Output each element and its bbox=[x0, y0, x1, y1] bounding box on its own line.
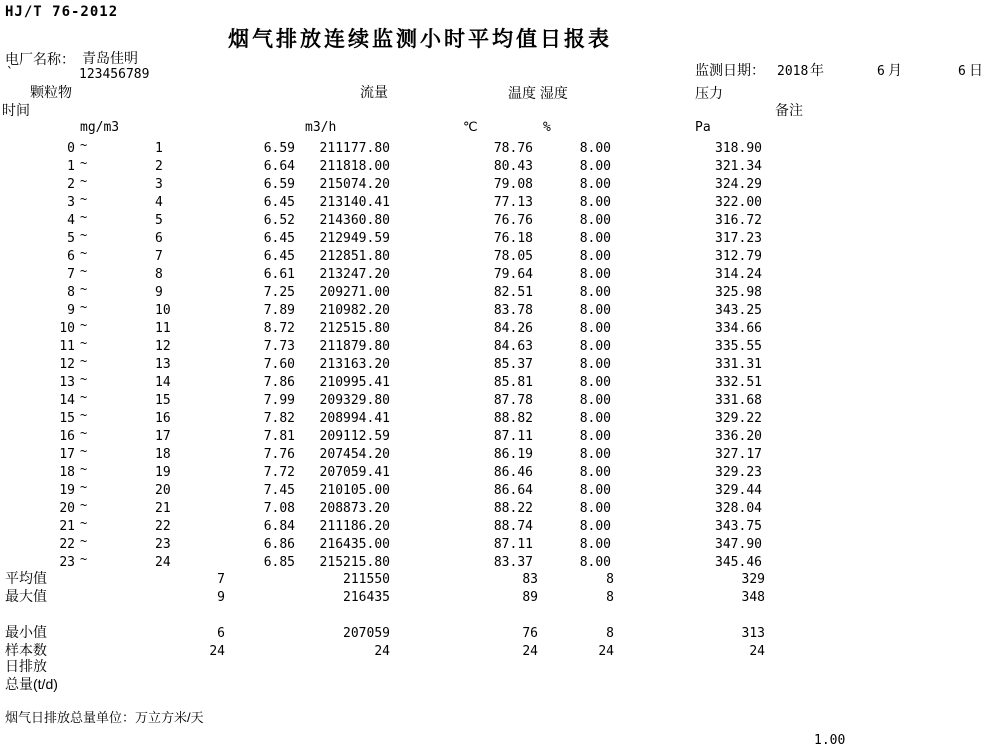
unit-particulate: mg/m3 bbox=[80, 120, 120, 135]
summary-humidity: 8 bbox=[606, 572, 614, 587]
cell-temperature: 84.63 bbox=[493, 339, 533, 354]
cell-flow: 208873.20 bbox=[319, 501, 390, 516]
cell-flow: 212515.80 bbox=[319, 321, 390, 336]
cell-particulate: 6.45 bbox=[263, 231, 295, 246]
cell-flow: 214360.80 bbox=[319, 213, 390, 228]
table-row bbox=[0, 446, 984, 464]
cell-tilde: ~ bbox=[80, 516, 88, 530]
table-row bbox=[0, 392, 984, 410]
summary-temperature: 76 bbox=[522, 626, 538, 641]
plant-name-label: 电厂名称： bbox=[5, 51, 75, 67]
cell-particulate: 8.72 bbox=[263, 321, 295, 336]
cell-hour-end: 6 bbox=[155, 231, 163, 246]
cell-temperature: 88.82 bbox=[493, 411, 533, 426]
summary-pressure: 348 bbox=[741, 590, 765, 605]
summary-humidity: 24 bbox=[598, 644, 614, 659]
cell-humidity: 8.00 bbox=[579, 339, 611, 354]
cell-humidity: 8.00 bbox=[579, 303, 611, 318]
cell-tilde: ~ bbox=[80, 210, 88, 224]
summary-particulate: 7 bbox=[217, 572, 225, 587]
cell-particulate: 6.85 bbox=[263, 555, 295, 570]
cell-hour-end: 11 bbox=[155, 321, 171, 336]
cell-hour-start: 11 bbox=[59, 339, 75, 354]
cell-particulate: 7.99 bbox=[263, 393, 295, 408]
cell-flow: 215215.80 bbox=[319, 555, 390, 570]
cell-hour-end: 2 bbox=[155, 159, 163, 174]
cell-tilde: ~ bbox=[80, 228, 88, 242]
cell-humidity: 8.00 bbox=[579, 465, 611, 480]
cell-temperature: 79.08 bbox=[493, 177, 533, 192]
cell-tilde: ~ bbox=[80, 390, 88, 404]
cell-hour-end: 12 bbox=[155, 339, 171, 354]
cell-pressure: 318.90 bbox=[715, 141, 762, 156]
cell-particulate: 6.64 bbox=[263, 159, 295, 174]
monitor-date-year: 2018 bbox=[777, 64, 809, 79]
column-header-remark: 备注 bbox=[775, 102, 803, 118]
cell-hour-end: 18 bbox=[155, 447, 171, 462]
cell-tilde: ~ bbox=[80, 336, 88, 350]
table-row bbox=[0, 194, 984, 212]
cell-flow: 213163.20 bbox=[319, 357, 390, 372]
cell-tilde: ~ bbox=[80, 354, 88, 368]
cell-tilde: ~ bbox=[80, 444, 88, 458]
table-row bbox=[0, 140, 984, 158]
cell-pressure: 343.25 bbox=[715, 303, 762, 318]
summary-particulate: 24 bbox=[209, 644, 225, 659]
cell-hour-start: 20 bbox=[59, 501, 75, 516]
unit-pressure: Pa bbox=[695, 120, 711, 135]
cell-hour-end: 17 bbox=[155, 429, 171, 444]
table-row bbox=[0, 482, 984, 500]
cell-tilde: ~ bbox=[80, 138, 88, 152]
monitor-date-year-unit: 年 bbox=[810, 62, 824, 78]
cell-temperature: 83.78 bbox=[493, 303, 533, 318]
cell-pressure: 317.23 bbox=[715, 231, 762, 246]
cell-hour-end: 20 bbox=[155, 483, 171, 498]
cell-temperature: 86.46 bbox=[493, 465, 533, 480]
summary-particulate: 6 bbox=[217, 626, 225, 641]
cell-temperature: 86.19 bbox=[493, 447, 533, 462]
cell-hour-start: 14 bbox=[59, 393, 75, 408]
cell-hour-start: 22 bbox=[59, 537, 75, 552]
cell-hour-start: 19 bbox=[59, 483, 75, 498]
cell-temperature: 78.76 bbox=[493, 141, 533, 156]
cell-temperature: 83.37 bbox=[493, 555, 533, 570]
table-row bbox=[0, 248, 984, 266]
cell-particulate: 6.59 bbox=[263, 141, 295, 156]
cell-humidity: 8.00 bbox=[579, 393, 611, 408]
cell-hour-start: 5 bbox=[67, 231, 75, 246]
cell-hour-start: 15 bbox=[59, 411, 75, 426]
cell-flow: 211818.00 bbox=[319, 159, 390, 174]
cell-hour-start: 3 bbox=[67, 195, 75, 210]
cell-particulate: 7.89 bbox=[263, 303, 295, 318]
table-row bbox=[0, 374, 984, 392]
cell-particulate: 7.81 bbox=[263, 429, 295, 444]
cell-pressure: 322.00 bbox=[715, 195, 762, 210]
cell-temperature: 88.74 bbox=[493, 519, 533, 534]
cell-flow: 213140.41 bbox=[319, 195, 390, 210]
cell-hour-end: 4 bbox=[155, 195, 163, 210]
cell-hour-end: 1 bbox=[155, 141, 163, 156]
summary-humidity: 8 bbox=[606, 590, 614, 605]
cell-flow: 215074.20 bbox=[319, 177, 390, 192]
cell-flow: 210982.20 bbox=[319, 303, 390, 318]
table-row bbox=[0, 176, 984, 194]
daily-total-label-line2: 总量(t/d) bbox=[5, 676, 58, 692]
cell-tilde: ~ bbox=[80, 156, 88, 170]
cell-particulate: 7.73 bbox=[263, 339, 295, 354]
table-row bbox=[0, 500, 984, 518]
table-row bbox=[0, 518, 984, 536]
summary-label: 最小值 bbox=[5, 624, 47, 640]
cell-temperature: 76.18 bbox=[493, 231, 533, 246]
cell-tilde: ~ bbox=[80, 318, 88, 332]
cell-flow: 212949.59 bbox=[319, 231, 390, 246]
cell-humidity: 8.00 bbox=[579, 501, 611, 516]
cell-hour-start: 6 bbox=[67, 249, 75, 264]
cell-humidity: 8.00 bbox=[579, 159, 611, 174]
cell-flow: 208994.41 bbox=[319, 411, 390, 426]
cell-temperature: 87.78 bbox=[493, 393, 533, 408]
cell-hour-start: 2 bbox=[67, 177, 75, 192]
summary-row bbox=[0, 571, 984, 589]
cell-flow: 209112.59 bbox=[319, 429, 390, 444]
cell-hour-end: 16 bbox=[155, 411, 171, 426]
cell-flow: 216435.00 bbox=[319, 537, 390, 552]
summary-label: 样本数 bbox=[5, 642, 47, 658]
cell-temperature: 85.37 bbox=[493, 357, 533, 372]
cell-pressure: 316.72 bbox=[715, 213, 762, 228]
cell-hour-start: 0 bbox=[67, 141, 75, 156]
cell-hour-start: 23 bbox=[59, 555, 75, 570]
cell-pressure: 329.22 bbox=[715, 411, 762, 426]
cell-temperature: 76.76 bbox=[493, 213, 533, 228]
table-row bbox=[0, 266, 984, 284]
summary-flow: 24 bbox=[374, 644, 390, 659]
cell-tilde: ~ bbox=[80, 372, 88, 386]
cell-particulate: 6.61 bbox=[263, 267, 295, 282]
monitor-date-day-unit: 日 bbox=[969, 62, 983, 78]
monitor-date-label: 监测日期： bbox=[695, 62, 765, 78]
cell-hour-start: 17 bbox=[59, 447, 75, 462]
summary-humidity: 8 bbox=[606, 626, 614, 641]
summary-pressure: 329 bbox=[741, 572, 765, 587]
cell-tilde: ~ bbox=[80, 462, 88, 476]
summary-particulate: 9 bbox=[217, 590, 225, 605]
cell-humidity: 8.00 bbox=[579, 483, 611, 498]
cell-particulate: 7.86 bbox=[263, 375, 295, 390]
cell-hour-end: 3 bbox=[155, 177, 163, 192]
cell-humidity: 8.00 bbox=[579, 213, 611, 228]
cell-pressure: 312.79 bbox=[715, 249, 762, 264]
cell-tilde: ~ bbox=[80, 300, 88, 314]
cell-flow: 209329.80 bbox=[319, 393, 390, 408]
cell-humidity: 8.00 bbox=[579, 537, 611, 552]
cell-particulate: 7.82 bbox=[263, 411, 295, 426]
cell-temperature: 77.13 bbox=[493, 195, 533, 210]
cell-flow: 207454.20 bbox=[319, 447, 390, 462]
cell-humidity: 8.00 bbox=[579, 555, 611, 570]
summary-flow: 207059 bbox=[343, 626, 390, 641]
cell-tilde: ~ bbox=[80, 264, 88, 278]
cell-pressure: 345.46 bbox=[715, 555, 762, 570]
cell-hour-end: 7 bbox=[155, 249, 163, 264]
cell-hour-end: 22 bbox=[155, 519, 171, 534]
cell-temperature: 87.11 bbox=[493, 537, 533, 552]
summary-temperature: 83 bbox=[522, 572, 538, 587]
cell-temperature: 88.22 bbox=[493, 501, 533, 516]
cell-humidity: 8.00 bbox=[579, 249, 611, 264]
cell-particulate: 7.76 bbox=[263, 447, 295, 462]
cell-humidity: 8.00 bbox=[579, 519, 611, 534]
cell-tilde: ~ bbox=[80, 534, 88, 548]
cell-hour-start: 21 bbox=[59, 519, 75, 534]
table-row bbox=[0, 230, 984, 248]
table-row bbox=[0, 302, 984, 320]
cell-pressure: 324.29 bbox=[715, 177, 762, 192]
cell-tilde: ~ bbox=[80, 246, 88, 260]
cell-particulate: 7.25 bbox=[263, 285, 295, 300]
cell-hour-end: 19 bbox=[155, 465, 171, 480]
summary-label: 平均值 bbox=[5, 570, 47, 586]
cell-humidity: 8.00 bbox=[579, 447, 611, 462]
cell-hour-start: 1 bbox=[67, 159, 75, 174]
cell-hour-end: 21 bbox=[155, 501, 171, 516]
table-row bbox=[0, 410, 984, 428]
summary-flow: 216435 bbox=[343, 590, 390, 605]
cell-hour-start: 18 bbox=[59, 465, 75, 480]
summary-temperature: 89 bbox=[522, 590, 538, 605]
table-row bbox=[0, 212, 984, 230]
cell-temperature: 79.64 bbox=[493, 267, 533, 282]
cell-pressure: 336.20 bbox=[715, 429, 762, 444]
cell-temperature: 80.43 bbox=[493, 159, 533, 174]
cell-pressure: 321.34 bbox=[715, 159, 762, 174]
cell-tilde: ~ bbox=[80, 174, 88, 188]
cell-flow: 210995.41 bbox=[319, 375, 390, 390]
cell-humidity: 8.00 bbox=[579, 177, 611, 192]
summary-row bbox=[0, 589, 984, 607]
cell-flow: 210105.00 bbox=[319, 483, 390, 498]
cell-hour-end: 14 bbox=[155, 375, 171, 390]
table-row bbox=[0, 284, 984, 302]
cell-hour-end: 10 bbox=[155, 303, 171, 318]
cell-pressure: 325.98 bbox=[715, 285, 762, 300]
cell-temperature: 85.81 bbox=[493, 375, 533, 390]
cell-pressure: 329.23 bbox=[715, 465, 762, 480]
cell-pressure: 327.17 bbox=[715, 447, 762, 462]
page-title: 烟气排放连续监测小时平均值日报表 bbox=[228, 28, 612, 51]
cell-hour-start: 9 bbox=[67, 303, 75, 318]
cell-pressure: 343.75 bbox=[715, 519, 762, 534]
cell-particulate: 6.86 bbox=[263, 537, 295, 552]
cell-humidity: 8.00 bbox=[579, 195, 611, 210]
unit-humidity: % bbox=[543, 120, 551, 135]
table-row bbox=[0, 554, 984, 572]
summary-pressure: 24 bbox=[749, 644, 765, 659]
cell-temperature: 86.64 bbox=[493, 483, 533, 498]
summary-pressure: 313 bbox=[741, 626, 765, 641]
summary-temperature: 24 bbox=[522, 644, 538, 659]
cell-hour-end: 8 bbox=[155, 267, 163, 282]
table-row bbox=[0, 464, 984, 482]
column-header-time: 时间 bbox=[2, 102, 30, 118]
plant-code-value: 123456789 bbox=[79, 67, 150, 82]
summary-flow: 211550 bbox=[343, 572, 390, 587]
cell-humidity: 8.00 bbox=[579, 321, 611, 336]
cell-particulate: 7.08 bbox=[263, 501, 295, 516]
table-row bbox=[0, 320, 984, 338]
cell-pressure: 331.68 bbox=[715, 393, 762, 408]
cell-hour-start: 10 bbox=[59, 321, 75, 336]
cell-humidity: 8.00 bbox=[579, 375, 611, 390]
cell-hour-end: 9 bbox=[155, 285, 163, 300]
cell-hour-end: 15 bbox=[155, 393, 171, 408]
cell-flow: 211879.80 bbox=[319, 339, 390, 354]
cell-particulate: 6.45 bbox=[263, 195, 295, 210]
cell-humidity: 8.00 bbox=[579, 231, 611, 246]
cell-tilde: ~ bbox=[80, 192, 88, 206]
plant-name-value: 青岛佳明 bbox=[82, 50, 138, 66]
cell-particulate: 6.84 bbox=[263, 519, 295, 534]
cell-humidity: 8.00 bbox=[579, 429, 611, 444]
cell-particulate: 7.45 bbox=[263, 483, 295, 498]
cell-humidity: 8.00 bbox=[579, 141, 611, 156]
table-row bbox=[0, 356, 984, 374]
table-row bbox=[0, 536, 984, 554]
monitor-date-month: 6 bbox=[877, 64, 885, 79]
cell-hour-end: 5 bbox=[155, 213, 163, 228]
cell-pressure: 347.90 bbox=[715, 537, 762, 552]
daily-total-label-line1: 日排放 bbox=[5, 658, 47, 674]
plant-tick-mark: ` bbox=[6, 66, 14, 81]
cell-flow: 211186.20 bbox=[319, 519, 390, 534]
monitor-date-day: 6 bbox=[958, 64, 966, 79]
cell-hour-start: 12 bbox=[59, 357, 75, 372]
cell-tilde: ~ bbox=[80, 426, 88, 440]
cell-hour-start: 7 bbox=[67, 267, 75, 282]
cell-hour-end: 24 bbox=[155, 555, 171, 570]
cell-temperature: 82.51 bbox=[493, 285, 533, 300]
table-row bbox=[0, 338, 984, 356]
page-number: 1.00 bbox=[814, 733, 846, 748]
column-header-pressure: 压力 bbox=[695, 85, 723, 101]
cell-pressure: 331.31 bbox=[715, 357, 762, 372]
summary-label: 最大值 bbox=[5, 588, 47, 604]
column-header-temp-humidity: 温度 湿度 bbox=[508, 85, 568, 101]
cell-particulate: 7.72 bbox=[263, 465, 295, 480]
table-row bbox=[0, 428, 984, 446]
cell-flow: 213247.20 bbox=[319, 267, 390, 282]
cell-flow: 211177.80 bbox=[319, 141, 390, 156]
cell-humidity: 8.00 bbox=[579, 267, 611, 282]
cell-pressure: 335.55 bbox=[715, 339, 762, 354]
cell-tilde: ~ bbox=[80, 408, 88, 422]
cell-humidity: 8.00 bbox=[579, 285, 611, 300]
cell-hour-end: 23 bbox=[155, 537, 171, 552]
cell-flow: 207059.41 bbox=[319, 465, 390, 480]
cell-temperature: 78.05 bbox=[493, 249, 533, 264]
cell-humidity: 8.00 bbox=[579, 411, 611, 426]
unit-flow: m3/h bbox=[305, 120, 337, 135]
cell-tilde: ~ bbox=[80, 480, 88, 494]
standard-code: HJ/T 76-2012 bbox=[5, 4, 119, 20]
cell-hour-start: 4 bbox=[67, 213, 75, 228]
cell-hour-start: 8 bbox=[67, 285, 75, 300]
column-header-flow: 流量 bbox=[360, 84, 388, 100]
cell-pressure: 334.66 bbox=[715, 321, 762, 336]
table-row bbox=[0, 158, 984, 176]
cell-temperature: 87.11 bbox=[493, 429, 533, 444]
cell-pressure: 329.44 bbox=[715, 483, 762, 498]
cell-particulate: 6.45 bbox=[263, 249, 295, 264]
unit-temperature: ℃ bbox=[463, 120, 478, 135]
cell-particulate: 6.59 bbox=[263, 177, 295, 192]
column-header-particulate: 颗粒物 bbox=[30, 84, 72, 100]
cell-hour-end: 13 bbox=[155, 357, 171, 372]
cell-hour-start: 13 bbox=[59, 375, 75, 390]
cell-tilde: ~ bbox=[80, 282, 88, 296]
cell-flow: 209271.00 bbox=[319, 285, 390, 300]
cell-tilde: ~ bbox=[80, 498, 88, 512]
cell-flow: 212851.80 bbox=[319, 249, 390, 264]
cell-pressure: 314.24 bbox=[715, 267, 762, 282]
unit-note: 烟气日排放总量单位：万立方米/天 bbox=[5, 710, 204, 725]
cell-temperature: 84.26 bbox=[493, 321, 533, 336]
cell-particulate: 6.52 bbox=[263, 213, 295, 228]
cell-pressure: 328.04 bbox=[715, 501, 762, 516]
monitor-date-month-unit: 月 bbox=[888, 62, 902, 78]
cell-particulate: 7.60 bbox=[263, 357, 295, 372]
cell-humidity: 8.00 bbox=[579, 357, 611, 372]
summary-row bbox=[0, 643, 984, 661]
summary-row bbox=[0, 625, 984, 643]
cell-tilde: ~ bbox=[80, 552, 88, 566]
cell-pressure: 332.51 bbox=[715, 375, 762, 390]
cell-hour-start: 16 bbox=[59, 429, 75, 444]
